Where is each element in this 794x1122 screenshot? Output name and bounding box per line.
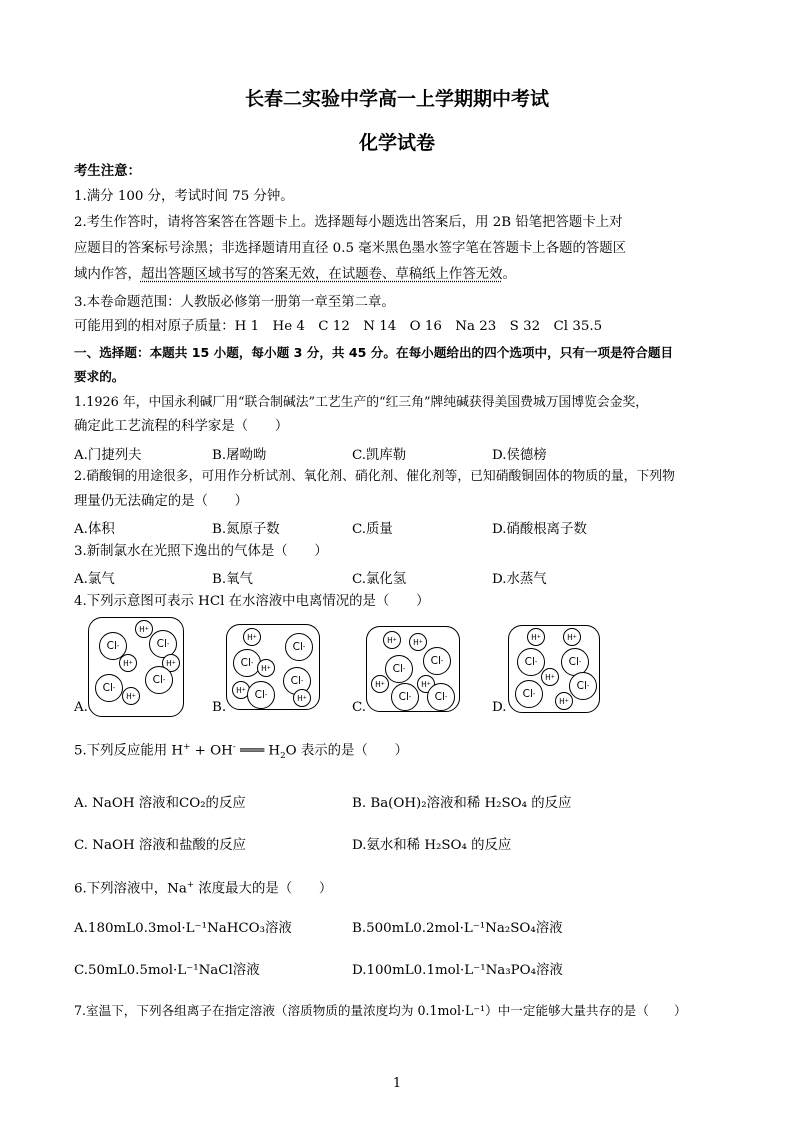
notice-line-5: 3.本卷命题范围：人教版必修第一册第一章至第二章。 bbox=[74, 295, 395, 310]
diagram-c bbox=[366, 626, 460, 712]
q3-stem: 3.新制氯水在光照下逸出的气体是（ ） bbox=[74, 544, 328, 559]
q6-option-a: A.180mL0.3mol·L⁻¹NaHCO₃溶液 bbox=[74, 921, 292, 936]
q6-option-c: C.50mL0.5mol·L⁻¹NaCl溶液 bbox=[74, 963, 260, 978]
ion-h: H + bbox=[162, 654, 180, 672]
ion-h: H + bbox=[135, 620, 153, 638]
q1-option-c: C.凯库勒 bbox=[352, 448, 407, 463]
q2-option-d: D.硝酸根离子数 bbox=[492, 522, 587, 537]
ion-cl: Cl - bbox=[423, 647, 451, 675]
q2-option-a: A.体积 bbox=[74, 522, 115, 537]
ion-cl: Cl - bbox=[561, 648, 589, 676]
q5-option-a: A. NaOH 溶液和CO₂的反应 bbox=[74, 796, 246, 811]
q1-option-b: B.屠呦呦 bbox=[212, 448, 267, 463]
ion-h: H + bbox=[257, 659, 275, 677]
ion-h: H + bbox=[243, 628, 261, 646]
q5-stem: 5.下列反应能用 H+ + OH- ═══ $H_2O$ 表示的是（ ） bbox=[74, 742, 408, 762]
ion-cl: Cl - bbox=[517, 648, 545, 676]
notice-line-4-start: 域内作答， bbox=[74, 267, 141, 282]
q3-option-b: B.氧气 bbox=[212, 572, 253, 587]
notice-heading: 考生注意： bbox=[74, 164, 141, 179]
q2-stem-2: 理量仍无法确定的是（ ） bbox=[74, 494, 249, 509]
q2-stem-1: 2.硝酸铜的用途很多，可用作分析试剂、氧化剂、硝化剂、催化剂等，已知硝酸铜固体的物质的量，下列物 bbox=[74, 469, 675, 484]
notice-line-4 bbox=[74, 266, 516, 284]
notice-line-4-end: 。 bbox=[502, 267, 516, 282]
q1-option-d: D.侯德榜 bbox=[492, 448, 547, 463]
ion-h: H + bbox=[383, 631, 401, 649]
q4-option-c-label: C. bbox=[352, 700, 367, 715]
ion-cl: Cl - bbox=[285, 633, 313, 661]
q4-stem: 4.下列示意图可表示 HCl 在水溶液中电离情况的是（ ） bbox=[74, 594, 430, 609]
ion-cl: Cl - bbox=[145, 666, 173, 694]
notice-line-1: 1.满分 100 分，考试时间 75 分钟。 bbox=[74, 189, 294, 204]
section-heading-2: 要求的。 bbox=[74, 369, 125, 384]
q6-option-b: B.500mL0.2mol·L⁻¹Na₂SO₄溶液 bbox=[352, 921, 563, 936]
ion-cl: Cl - bbox=[569, 672, 597, 700]
q2-option-b: B.氮原子数 bbox=[212, 522, 280, 537]
q3-option-c: C.氯化氢 bbox=[352, 572, 407, 587]
q1-stem-2: 确定此工艺流程的科学家是（ ） bbox=[74, 419, 289, 434]
q4-option-b-label: B. bbox=[212, 700, 227, 715]
exam-title: 长春二实验中学高一上学期期中考试 bbox=[244, 88, 549, 110]
ion-h: H + bbox=[417, 675, 435, 693]
ion-cl: Cl - bbox=[99, 632, 127, 660]
page-number: 1 bbox=[392, 1076, 402, 1091]
ion-h: H + bbox=[293, 689, 311, 707]
q5-option-b: B. Ba(OH)₂溶液和稀 H₂SO₄ 的反应 bbox=[352, 796, 572, 811]
ion-cl: Cl - bbox=[233, 649, 261, 677]
q7-stem: 7.室温下，下列各组离子在指定溶液（溶质物质的量浓度均为 0.1mol·L⁻¹）中一定能够大量共存的是（ ） bbox=[74, 1003, 687, 1018]
diagram-d bbox=[508, 625, 600, 713]
q4-option-d-label: D. bbox=[492, 700, 507, 715]
q1-option-a: A.门捷列夫 bbox=[74, 448, 142, 463]
diagram-a bbox=[88, 617, 184, 717]
ion-cl: Cl - bbox=[247, 681, 275, 709]
ion-cl: Cl - bbox=[391, 683, 419, 711]
q5-option-d: D.氨水和稀 H₂SO₄ 的反应 bbox=[352, 838, 512, 853]
q2-option-c: C.质量 bbox=[352, 522, 393, 537]
diagram-b bbox=[226, 624, 320, 710]
q4-option-a-label: A. bbox=[74, 700, 88, 715]
ion-h: H + bbox=[232, 681, 250, 699]
q3-option-d: D.水蒸气 bbox=[492, 572, 547, 587]
ion-h: H + bbox=[409, 633, 427, 651]
q1-stem-1: 1.1926 年，中国永利碱厂用“联合制碱法”工艺生产的“红三角”牌纯碱获得美国费城万国博览会金奖， bbox=[74, 395, 649, 410]
ion-cl: Cl - bbox=[149, 630, 177, 658]
ion-h: H + bbox=[122, 687, 140, 705]
ion-h: H + bbox=[541, 668, 559, 686]
notice-line-2: 2.考生作答时，请将答案答在答题卡上。选择题每小题选出答案后，用 2B 铅笔把答题卡上对 bbox=[74, 215, 623, 230]
ion-h: H + bbox=[555, 692, 573, 710]
ion-h: H + bbox=[119, 654, 137, 672]
ion-cl: Cl - bbox=[427, 683, 455, 711]
notice-line-3: 应题目的答案标号涂黑；非选择题请用直径 0.5 毫米黑色墨水签字笔在答题卡上各题的答题区 bbox=[74, 241, 627, 256]
ion-h: H + bbox=[527, 628, 545, 646]
ion-cl: Cl - bbox=[95, 674, 123, 702]
notice-emphasis: 超出答题区域书写的答案无效，在试题卷、草稿纸上作答无效 bbox=[140, 267, 503, 282]
q5-option-c: C. NaOH 溶液和盐酸的反应 bbox=[74, 838, 247, 853]
q6-option-d: D.100mL0.1mol·L⁻¹Na₃PO₄溶液 bbox=[352, 963, 563, 978]
ion-cl: Cl - bbox=[385, 655, 413, 683]
ion-h: H + bbox=[371, 675, 389, 693]
ion-h: H + bbox=[563, 628, 581, 646]
ion-cl: Cl - bbox=[515, 680, 543, 708]
exam-subtitle: 化学试卷 bbox=[358, 132, 435, 154]
q3-option-a: A.氯气 bbox=[74, 572, 115, 587]
section-heading-1: 一、选择题：本题共 15 小题，每小题 3 分，共 45 分。在每小题给出的四个选项中，只有一项是符合题目 bbox=[74, 345, 674, 360]
q6-stem: 6.下列溶液中，Na+ 浓度最大的是（ ） bbox=[74, 880, 333, 897]
notice-line-6: 可能用到的相对原子质量：H 1 He 4 C 12 N 14 O 16 Na 23 S 32 Cl 35.5 bbox=[74, 319, 603, 334]
ion-cl: Cl - bbox=[283, 667, 311, 695]
